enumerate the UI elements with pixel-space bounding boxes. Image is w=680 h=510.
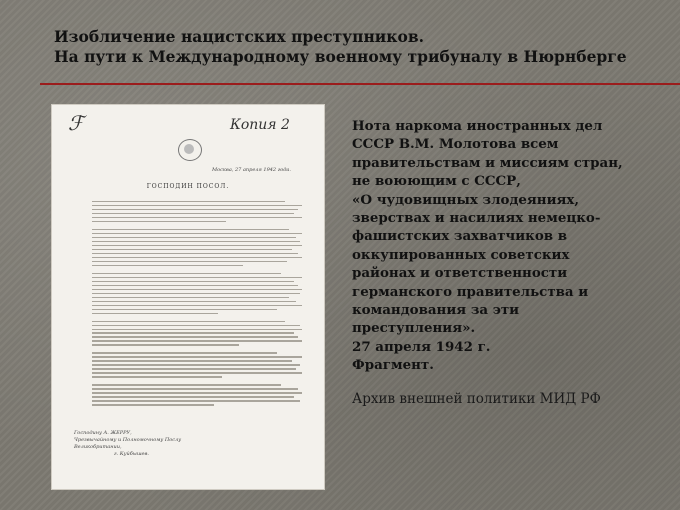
document-dateline: Москва, 27 апреля 1942 года. (212, 167, 291, 173)
description-line: германского правительства и (352, 283, 589, 300)
copy-stamp: Копия 2 (230, 117, 290, 133)
description-line: не воюющим с СССР, (352, 173, 521, 190)
text-line (92, 293, 300, 294)
addressee-line: Чрезвычайному и Полномочному Послу (74, 437, 182, 443)
text-line (92, 237, 296, 238)
document-body-text (92, 201, 302, 408)
addressee-line: г. Куйбышев. (114, 451, 150, 457)
text-line (92, 205, 302, 206)
text-line (92, 249, 292, 250)
text-line (92, 336, 298, 337)
handwritten-mark: ℱ (68, 111, 84, 135)
text-line (92, 201, 285, 202)
text-line (92, 261, 287, 262)
text-line (92, 305, 302, 306)
title-line-2: На пути к Международному военному трибуналу в Нюрнберге (54, 47, 627, 66)
document-image (52, 105, 324, 489)
text-line (92, 313, 218, 314)
title-divider (40, 83, 680, 85)
text-line (92, 297, 289, 298)
description-line: «О чудовищных злодеяниях, (352, 191, 580, 208)
state-emblem-icon (178, 139, 202, 161)
text-line (92, 396, 294, 397)
text-line (92, 233, 302, 234)
text-line (92, 245, 302, 246)
title-line-1: Изобличение нацистских преступников. (54, 27, 424, 46)
text-line (92, 241, 300, 242)
text-line (92, 372, 302, 373)
text-line (92, 340, 302, 341)
text-line (92, 368, 296, 369)
text-line (92, 281, 294, 282)
text-line (92, 253, 298, 254)
text-line (92, 321, 285, 322)
text-line (92, 400, 300, 401)
addressee-line: Господину А. ЖЕРРУ, (74, 430, 132, 436)
text-line (92, 285, 298, 286)
text-line (92, 209, 298, 210)
text-line (92, 213, 294, 214)
description-line: командования за эти (352, 302, 520, 319)
text-line (92, 388, 298, 389)
text-line (92, 360, 292, 361)
text-line (92, 277, 302, 278)
text-line (92, 309, 277, 310)
document-salutation: ГОСПОДИН ПОСОЛ. (146, 183, 230, 190)
document-description (352, 117, 652, 375)
text-line (92, 329, 302, 330)
text-line (92, 364, 300, 365)
text-line (92, 265, 243, 266)
text-line (92, 301, 296, 302)
description-line: Фрагмент. (352, 357, 434, 374)
text-line (92, 289, 302, 290)
text-line (92, 404, 214, 405)
text-line (92, 332, 294, 333)
text-line (92, 257, 302, 258)
document-addressee (74, 430, 181, 458)
text-line (92, 217, 302, 218)
text-line (92, 352, 277, 353)
text-line (92, 384, 281, 385)
description-line: Нота наркома иностранных дел (352, 118, 603, 134)
description-line: СССР В.М. Молотова всем (352, 136, 559, 153)
text-line (92, 273, 281, 274)
description-line: преступления». (352, 320, 476, 337)
description-line: правительствам и миссиям стран, (352, 154, 623, 171)
text-line (92, 221, 226, 222)
slide-title (54, 27, 664, 67)
text-line (92, 392, 302, 393)
text-line (92, 356, 302, 357)
text-line (92, 344, 239, 345)
archive-source: Архив внешней политики МИД РФ (352, 391, 601, 407)
description-line: зверствах и насилиях немецко- (352, 210, 601, 227)
description-line: фашистских захватчиков в (352, 228, 568, 245)
text-line (92, 229, 289, 230)
text-line (92, 325, 300, 326)
description-line: 27 апреля 1942 г. (352, 338, 491, 355)
text-line (92, 376, 222, 377)
addressee-line: Великобритании, (74, 444, 122, 450)
description-line: оккупированных советских (352, 246, 570, 263)
description-line: районах и ответственности (352, 265, 568, 282)
